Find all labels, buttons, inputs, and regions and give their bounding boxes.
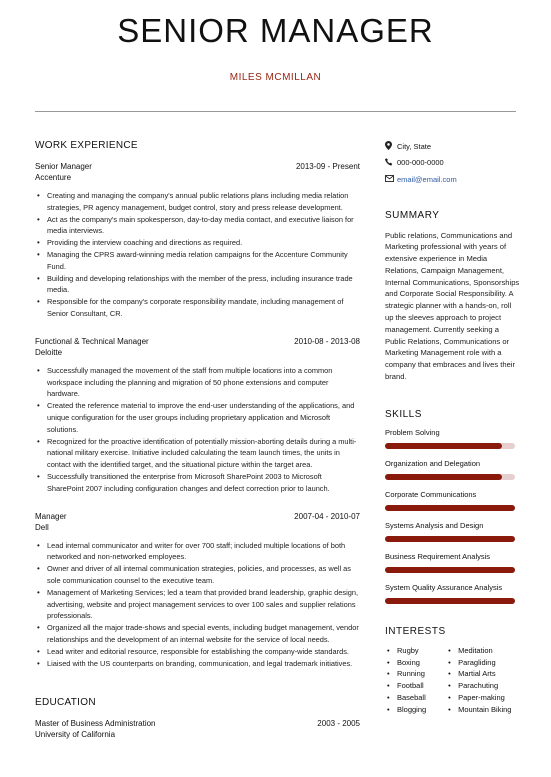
job-entry (35, 161, 360, 320)
skill-bar (385, 505, 515, 511)
interests-list (385, 645, 520, 716)
job-dates: 2010-08 - 2013-08 (294, 336, 360, 346)
skill-bar-fill (385, 567, 515, 573)
skill-name: Systems Analysis and Design (385, 520, 484, 530)
education-entry (35, 718, 360, 740)
interest-item: • Baseball (385, 692, 446, 704)
interest-item: • Blogging (385, 704, 446, 716)
bullet-item: • Created the reference material to improve the end-user understanding of the applications, and unique configuration for the user groups including proprietary application and Microsoft solutions. (35, 400, 360, 435)
job-entry (35, 511, 360, 670)
interest-item: • Parachuting (446, 680, 520, 692)
interest-item: • Boxing (385, 657, 446, 669)
interest-item: • Meditation (446, 645, 520, 657)
map-pin-icon (385, 141, 397, 152)
contact-location (385, 138, 520, 155)
skill-item (385, 459, 520, 480)
interest-item: • Football (385, 680, 446, 692)
resume-title: SENIOR MANAGER (117, 12, 434, 49)
bullet-item: • Providing the interview coaching and directions as required. (35, 237, 360, 249)
skill-item (385, 490, 520, 511)
skill-name: Problem Solving (385, 427, 440, 437)
right-column (385, 138, 520, 716)
email-link[interactable]: email@email.com (397, 174, 457, 184)
skill-item (385, 428, 520, 449)
bullet-item: • Owner and driver of all internal communication strategies, policies, and processes, as well as sole communication counsel to the executive team. (35, 563, 360, 587)
skill-item (385, 552, 520, 573)
candidate-name: MILES MCMILLAN (229, 72, 322, 83)
job-role: Functional & Technical Manager (35, 336, 149, 346)
skills-list (385, 428, 520, 604)
skill-bar-fill (385, 474, 502, 480)
skill-bar-fill (385, 443, 502, 449)
bullet-item: • Responsible for the company's corporate responsibility mandate, including management of Senior Consultant, CR. (35, 296, 360, 320)
job-company: Accenture (35, 173, 72, 182)
bullet-item: • Liaised with the US counterparts on branding, communication, and legal trademark initiatives. (35, 658, 360, 670)
job-company: Dell (35, 522, 49, 532)
education-school: University of California (35, 730, 116, 740)
bullet-item: • Lead internal communicator and writer for over 700 staff; included multiple locations of both networked and non-networked employees. (35, 540, 360, 564)
job-company: Deloitte (35, 347, 63, 357)
interests-column-2 (446, 645, 520, 716)
skill-name: Business Requirement Analysis (385, 551, 491, 561)
skill-bar-fill (385, 505, 515, 511)
bullet-item: • Lead writer and editorial resource, responsible for establishing the company-wide standards. (35, 646, 360, 658)
interest-item: • Rugby (385, 645, 446, 657)
job-dates: 2007-04 - 2010-07 (294, 511, 360, 521)
job-bullets (35, 540, 360, 670)
envelope-icon (385, 175, 397, 184)
bullet-item: • Creating and managing the company's annual public relations plans including media relation strategies, PR agency management, budget control, story and press release development. (35, 190, 360, 214)
education-heading: EDUCATION (35, 697, 96, 709)
bullet-item: • Managing the CPRS award-winning media relation campaigns for the Accenture Community Fund. (35, 249, 360, 273)
interest-item: • Mountain Biking (446, 704, 520, 716)
skill-bar (385, 474, 515, 480)
work-experience-heading: WORK EXPERIENCE (35, 140, 138, 151)
bullet-item: • Management of Marketing Services; led a team that provided brand leadership, graphic design, advertising, website and project management services to over 100 sales and supplier relations professionals. (35, 587, 360, 622)
skill-bar (385, 567, 515, 573)
skills-heading: SKILLS (385, 408, 422, 420)
job-role: Manager (35, 511, 67, 521)
skill-bar (385, 598, 515, 604)
skill-bar (385, 536, 515, 542)
bullet-item: • Successfully transitioned the enterprise from Microsoft SharePoint 2003 to Microsoft SharePoint 2007 including configuration changes and defect correction prior to launch. (35, 471, 360, 495)
skill-bar-fill (385, 598, 515, 604)
phone-text: 000-000-0000 (397, 158, 444, 168)
job-bullets (35, 365, 360, 495)
phone-icon (385, 158, 397, 168)
contact-phone (385, 155, 520, 172)
skill-bar (385, 443, 515, 449)
left-column (35, 140, 360, 740)
interests-column-1 (385, 645, 446, 716)
interests-heading: INTERESTS (385, 625, 446, 637)
bullet-item: • Recognized for the proactive identification of potentially mission-aborting details during a multi-national military exercise. Initiative included calculating the team launch times, the units in contact with the identified target, and the situational picture within the target area. (35, 436, 360, 471)
education-dates: 2003 - 2005 (317, 719, 360, 729)
job-entry (35, 336, 360, 495)
interest-item: • Paper-making (446, 692, 520, 704)
header-divider (35, 111, 516, 112)
location-text: City, State (397, 141, 432, 151)
skill-name: Organization and Delegation (385, 458, 481, 468)
skill-bar-fill (385, 536, 515, 542)
skill-name: System Quality Assurance Analysis (385, 582, 503, 592)
skill-name: Corporate Communications (385, 489, 477, 499)
summary-heading: SUMMARY (385, 209, 440, 221)
education-degree: Master of Business Administration (35, 719, 156, 729)
interest-item: • Martial Arts (446, 668, 520, 680)
contact-email (385, 171, 520, 188)
bullet-item: • Successfully managed the movement of the staff from multiple locations into a common workspace including the planning and migration of 50 phone extensions and computer hardware. (35, 365, 360, 400)
job-bullets (35, 190, 360, 320)
interest-item: • Running (385, 668, 446, 680)
bullet-item: • Organized all the major trade-shows and special events, including budget management, vendor relationships and the development of an internal website for the service of local needs. (35, 622, 360, 646)
bullet-item: • Act as the company's main spokesperson, day-to-day media contact, and executive liaison for media interviews. (35, 214, 360, 238)
job-dates: 2013-09 - Present (295, 162, 360, 171)
skill-item (385, 521, 520, 542)
skill-item (385, 583, 520, 604)
bullet-item: • Building and developing relationships with the member of the press, including insurance trade media. (35, 273, 360, 297)
summary-text: Public relations, Communications and Marketing professional with years of extensive experience in Media Relations, Campaign Management, Internal Communications, Sponsorships and Corporate Social Responsibility. A strategic planner with a hands-on, roll up the sleeves approach to project management. Currently seeking a Public Relations, Communications or Marketing Management role with a company that embraces and lives their brand. (385, 230, 520, 382)
interest-item: • Paragliding (446, 657, 520, 669)
job-role: Senior Manager (35, 162, 92, 171)
